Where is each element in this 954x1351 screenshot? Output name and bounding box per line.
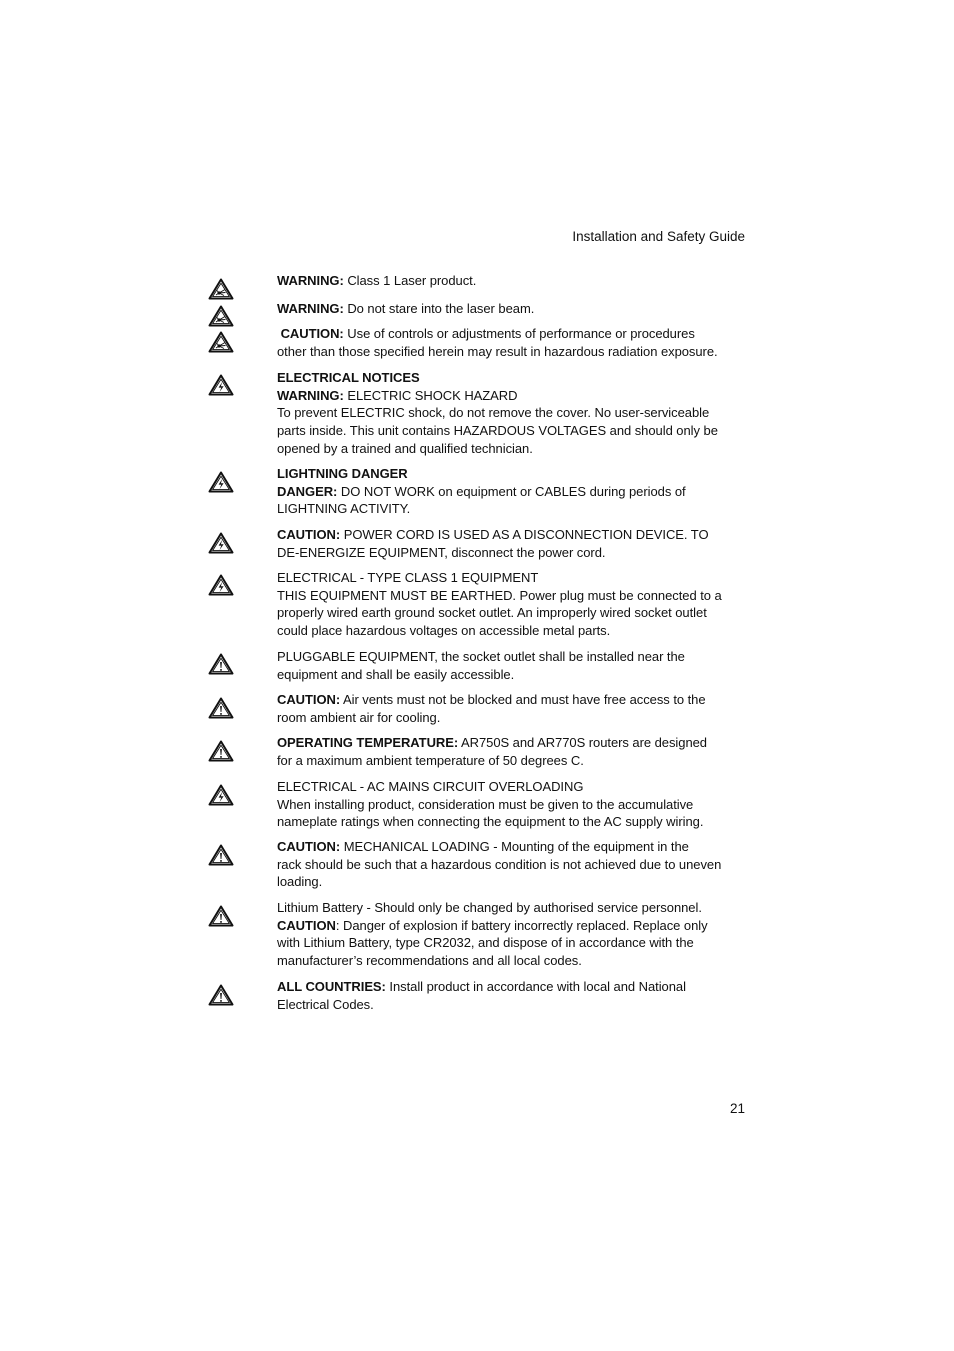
notice-text: manufacturer’s recommendations and all local codes.: [277, 953, 582, 969]
notice-power-cord: [277, 526, 747, 561]
notice-circuit-overloading: [277, 778, 747, 831]
caution-label: CAUTION:: [277, 839, 341, 854]
notice-all-countries: [277, 978, 747, 1013]
notice-air-vents: [277, 691, 747, 726]
notice-text: PLUGGABLE EQUIPMENT, the socket outlet shall be installed near the: [277, 649, 685, 664]
notice-laser-caution: [277, 325, 747, 360]
caution-label: CAUTION:: [277, 692, 341, 707]
temperature-label: OPERATING TEMPERATURE:: [277, 735, 459, 750]
notice-text: nameplate ratings when connecting the equipment to the AC supply wiring.: [277, 814, 704, 830]
laser-warning-icon: [208, 278, 234, 300]
notice-text: could place hazardous voltages on accessible metal parts.: [277, 623, 611, 639]
notice-text: other than those specified herein may result in hazardous radiation exposure.: [277, 343, 718, 359]
page-number: 21: [729, 1101, 745, 1116]
warning-label: WARNING:: [277, 387, 344, 403]
notice-laser-class: [277, 272, 747, 290]
countries-label: ALL COUNTRIES:: [277, 979, 386, 994]
notice-pluggable: [277, 648, 747, 683]
notice-text: ELECTRICAL - AC MAINS CIRCUIT OVERLOADING: [277, 779, 584, 794]
notice-heading: ELECTRICAL NOTICES: [277, 370, 420, 385]
notice-operating-temperature: [277, 734, 747, 769]
notice-text: ELECTRIC SHOCK HAZARD: [343, 387, 518, 403]
warning-label: WARNING:: [277, 273, 344, 288]
caution-label: CAUTION: [277, 917, 336, 933]
notice-text: Use of controls or adjustments of performance or procedures: [343, 326, 695, 341]
notice-text: DE-ENERGIZE EQUIPMENT, disconnect the power cord.: [277, 544, 606, 560]
notice-text: for a maximum ambient temperature of 50 degrees C.: [277, 752, 584, 768]
electric-shock-icon: [208, 784, 234, 806]
general-caution-icon: [208, 844, 234, 866]
notice-lithium-battery: [277, 899, 747, 970]
notice-text: AR750S and AR770S routers are designed: [458, 735, 707, 750]
notice-text: Install product in accordance with local and National: [385, 979, 686, 994]
notice-heading: LIGHTNING DANGER: [277, 466, 408, 481]
laser-warning-icon: [208, 305, 234, 327]
notice-text: rack should be such that a hazardous condition is not achieved due to uneven: [277, 856, 722, 872]
general-caution-icon: [208, 984, 234, 1006]
general-caution-icon: [208, 740, 234, 762]
notice-text: : Danger of explosion if battery incorrectly replaced. Replace only: [335, 917, 708, 933]
notice-class1-equipment: [277, 569, 747, 640]
electric-shock-icon: [208, 471, 234, 493]
notice-text: Do not stare into the laser beam.: [343, 301, 535, 316]
notice-text: Electrical Codes.: [277, 996, 374, 1012]
notice-text: Class 1 Laser product.: [343, 273, 477, 288]
laser-warning-icon: [208, 331, 234, 353]
notice-text: Lithium Battery - Should only be changed by authorised service personnel.: [277, 900, 702, 915]
warning-label: WARNING:: [277, 301, 344, 316]
notice-mechanical-loading: [277, 838, 747, 891]
electric-shock-icon: [208, 374, 234, 396]
notice-text: ELECTRICAL - TYPE CLASS 1 EQUIPMENT: [277, 570, 539, 585]
caution-label: CAUTION:: [277, 527, 341, 542]
caution-label: CAUTION:: [280, 326, 344, 341]
danger-label: DANGER:: [277, 483, 338, 499]
notice-text: MECHANICAL LOADING - Mounting of the equipment in the: [340, 839, 689, 854]
page-header-title: Installation and Safety Guide: [572, 229, 745, 244]
notice-text: When installing product, consideration must be given to the accumulative: [277, 796, 694, 812]
notice-text: room ambient air for cooling.: [277, 709, 441, 725]
general-caution-icon: [208, 697, 234, 719]
notice-text: loading.: [277, 874, 323, 890]
notice-electrical: [277, 369, 747, 458]
notice-text: To prevent ELECTRIC shock, do not remove the cover. No user-serviceable: [277, 405, 710, 421]
general-caution-icon: [208, 905, 234, 927]
general-caution-icon: [208, 653, 234, 675]
notice-text: opened by a trained and qualified technician.: [277, 440, 533, 456]
notice-laser-beam: [277, 300, 747, 318]
notice-text: THIS EQUIPMENT MUST BE EARTHED. Power plug must be connected to a: [277, 587, 722, 603]
notice-text: with Lithium Battery, type CR2032, and dispose of in accordance with the: [277, 935, 694, 951]
notice-text: parts inside. This unit contains HAZARDOUS VOLTAGES and should only be: [277, 423, 718, 439]
notice-lightning: [277, 465, 747, 518]
notice-text: properly wired earth ground socket outlet. An improperly wired socket outlet: [277, 605, 707, 621]
notice-text: Air vents must not be blocked and must have free access to the: [340, 692, 706, 707]
notice-text: LIGHTNING ACTIVITY.: [277, 501, 411, 517]
notice-text: POWER CORD IS USED AS A DISCONNECTION DEVICE. TO: [340, 527, 709, 542]
electric-shock-icon: [208, 532, 234, 554]
electric-shock-icon: [208, 574, 234, 596]
notice-text: equipment and shall be easily accessible.: [277, 666, 515, 682]
notice-text: DO NOT WORK on equipment or CABLES during periods of: [337, 483, 686, 499]
